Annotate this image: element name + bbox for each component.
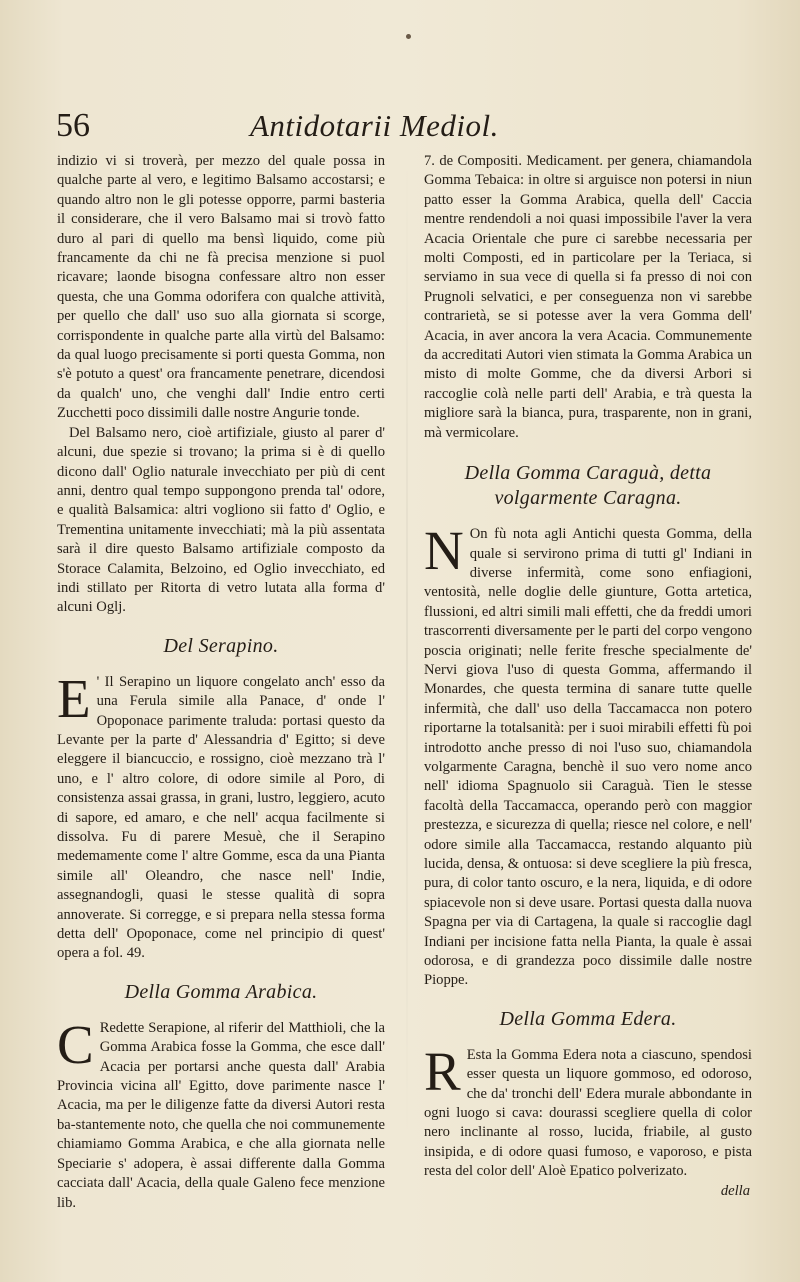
paragraph: indizio vi si troverà, per mezzo del quale possa in qualche parte al vero, e legitimo Balsamo accostarsi; e quando altro non le gli potesse opporre, parmi basteria il considerare, che il vero Balsamo mai si trovò fatto duro al pari di quello ma bensì liquido, come più francamente da chi ne fà precisa menzione si puol ricavare; laonde bisogna confessare altro non esser questa, che una Gomma odorifera con qualche attività, per quello che dall' uso suo alla giornata si scorge, corrispondente in qualche parte alla virtù del Balsamo: da qual luogo precisamente si porti questa Gomma, non s'è potuto a quest' ora francamente penetrare, dicendosi da qualch' uno, che venghi dall' Indie entro certi Zucchetti poco dissimili dalle nostre Angurie tonde. [57,153,385,422]
drop-cap: N [424,520,464,582]
column-gutter [406,150,408,1150]
running-head: Antidotarii Mediol. [250,108,499,143]
drop-cap: C [57,1013,94,1075]
section-body: On fù nota agli Antichi questa Gomma, della quale si servirono prima di tutti gl' Indiani in diverse infermità, come sono enfiagioni, ventosità, nelle doglie delle giunture, Gotta artetica, flussioni, ed altri simili mali effetti, che da freddi umori trascorrenti diversamente per le parti del corpo vengono poscia originati; nelle ferite fresche specialmente de' Nervi giova l'uso di questa Gomma, affermando il Monardes, che questa termina di sanare tutte quelle infermità, che dall' uso della Taccamacca non potero riportarne la totalsanità: per i suoi mirabili effetti fù poi introdotto anche presso di noi l'uso suo, chiamandola volgarmente Caragna, benchè il suo vero nome anco nell' idioma Spagnuolo sii Caraguà. Tien le stesse facoltà della Taccamacca, operando però con maggior prestezza, e sicurezza di quella; riesce nel colore, e nell' odore simile alla Taccamacca, restando alquanto più lucida, densa, & ontuosa: si deve scegliere la più fresca, pura, di color tanto oscuro, e la nera, liquida, e di odore spiacevole non si deve usare. Portasi questa dalla nuova Spagna per via di Cartagena, la quale si raccoglie dagl Indiani per incisione fatta nella Pianta, la quale è assai odorosa, e di grandezza poco dissimile dalle nostre Pioppe. [424,526,752,989]
section-text [57,1013,385,1213]
left-column [57,152,385,1213]
section-text [424,1040,752,1182]
ink-speck [406,34,411,39]
paragraph: 7. de Compositi. Medicament. per genera, chiamandola Gomma Tebaica: in oltre si arguisce non potersi in niun patto esser la Gomma Arabica, quella dell' Caccia mentre rendendoli a noi quasi impossibile l'aver la vera Acacia Orientale che pure ci sarebbe necessaria per molti Composti, ed in particolare per la Teriaca, si serviamo in sua vece di quella si fa presso di noi con Prugnoli selvatici, e per conseguenza non vi sarebbe contrarietà, se si potesse aver la vera Gomma dell' Acacia, in aver ancora la vera Acacia. Communemente da accreditati Autori vien stimata la Gomma Arabica un misto di molte Gomme, che da diversi Arbori si raccoglie colà nelle parti dell' Arabia, e trà questa la migliore sarà la bianca, pura, trasparente, non in grani, mà vermicolare. [424,153,752,441]
section-body: ' Il Serapino un liquore congelato anch' esso da una Ferula simile alla Panace, d' onde l' Opoponace parimente traluda: portasi questo da Levante per la parte d' Alessandria d' Egitto; si deve eleggere il biancuccio, e rossigno, cioè mezzano trà l' uno, e l' altro colore, di odore simile al Poro, di consistenza assai grassa, in grani, lustro, leggiero, acuto di sapore, ed amaro, e che nell' acqua facilmente si dissolva. Fu di parere Mesuè, che il Serapino medemamente come l' altre Gomme, esca da una Pianta simile all' Oleandro, che nasce nell' Indie, assegnandogli, quasi le stesse qualità di sopra annoverate. Si corregge, e si prepara nella stessa forma detta dell' Opoponace, come nel principio di quest' opera a fol. 49. [57,673,385,962]
section-text [57,667,385,964]
page-number: 56 [56,107,90,144]
paragraph: Del Balsamo nero, cioè artifiziale, giusto al parer d' alcuni, due spezie si trovano; la prima si è di quello dicono dall' Oglio naturale invecchiato per più di cent anni, dentro qual tempo suppongono prenda tal' odore, e qualità Balsamica: altri vogliono sii fatto d' Oglio, e Trementina unitamente invecchiati; mà la più assentata sarà il dire questo Balsamo artifiziale composto da Storace Calamita, Belzoino, ed Oglio invecchiato, ed indi stillato per Ritorta di vetro lutata alla forma d' alcuni Oglj. [57,424,385,616]
page-header [50,104,750,150]
section-text [424,520,752,991]
section-heading: Della Gomma Edera. [499,1007,677,1030]
section-body: Esta la Gomma Edera nota a ciascuno, spendosi esser questa un liquore gommoso, ed odoroso, che da' tronchi dell' Edera murale abbondante in ogni luogo si cava: dourassi scegliere quella di color nero inclinante al rosso, lucida, friabile, al gusto insipida, e di odore quasi fumoso, e vaporoso, e pista resta del color dell' Aloè Epatico polverizato. [424,1046,752,1180]
catchword: della [720,1182,750,1199]
section-heading: Della Gomma Arabica. [124,980,318,1003]
section-heading: Del Serapino. [163,634,279,657]
drop-cap: E [57,667,91,729]
right-column [424,152,752,1201]
drop-cap: R [424,1040,461,1102]
section-body: Redette Serapione, al riferir del Matthioli, che la Gomma Arabica fosse la Gomma, che esce dall' Acacia per portarsi anche questa dall' Arabia Provincia vicina all' Egitto, dove parimente nasce l' Acacia, ma per le diligenze fatte da diversi Autori resta ba-stantemente noto, che quella che noi communemente chiamiamo Gomma Arabica, e che alla giornata nelle Speciarie s' adopera, è assai differente dalla Gomma cacciata dall' Acacia, della quale Galeno fece menzione lib. [57,1019,385,1211]
section-heading: Della Gomma Caraguà, detta volgarmente Caragna. [464,462,712,510]
